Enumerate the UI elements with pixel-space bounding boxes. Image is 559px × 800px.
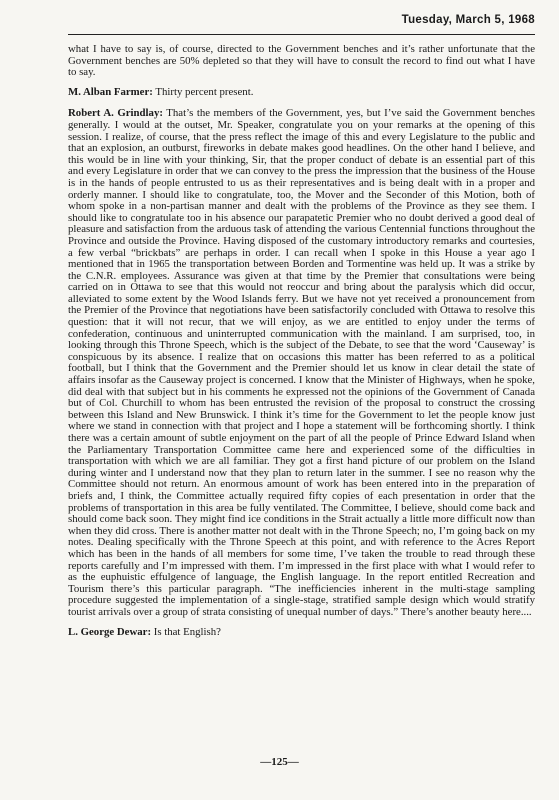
- speaker-name: L. George Dewar:: [68, 625, 152, 638]
- paragraph-speech: [68, 627, 535, 639]
- paragraph-text: That’s the members of the Government, yes, but I’ve said the Government benches generally. I would at the outset, Mr. Speaker, congratulate you on your remarks at the opening of this session. I realize, of course, that the press reflect the image of this and every Legislature to the public and that an explosion, an outburst, fireworks in debate makes good headlines. On the other hand I believe, and this would be in line with your thinking, Sir, that the proper conduct of debate is an essential part of this and every Legislature in order that we can convey to the press the impression that the business of the House is in the hands of people entrusted to us as their representatives and is being dealt with in a proper and orderly manner. I should like to congratulate, too, the Mover and the Seconder of this Motion, both of whom spoke in a non-partisan manner and dealt with the problems of the Province as they see them. I should like to congratulate too in his absence our parapatetic Premier who no doubt derived a good deal of pleasure and satisfaction from the arduous task of attending the various Centennial functions throughout the Province and outside the Province. Having disposed of the customary introductory remarks and courtesies, a few verbal “brickbats” are perhaps in order. I can recall when I spoke in this House a year ago I mentioned that in 1965 the transportation between Borden and Tormentine was held up. It was a strike by the C.N.R. employees. Assurance was given at that time by the Premier that consultations were being carried on in Ottawa to see that this would not reoccur and bring about the paralysis which did occur, alleviated to some extent by the Wood Islands ferry. But we have not yet received a pronouncement from the Premier of the Province that negotiations have been satisfactorily concluded with Ottawa to resolve this question: that it will not recur, that we will enjoy, as we are entitled to enjoy under the terms of confederation, continuous and uninterrupted communication with the mainland. I am surprised, too, in looking through this Throne Speech, which is the subject of the Debate, to see that the word ‘Causeway’ is conspicuous by its absence. I realize that on occasions this matter has been referred to as a political football, but I think that the Government and the Premier should let us know in clear detail the state of affairs insofar as the Causeway project is concerned. I know that the Minister of Highways, when he spoke, did deal with that subject but in his comments he expressed not the opinions of the Government of Canada but of Col. Churchill to whom has been entrusted the revision of the proposal to construct the crossing between this Island and New Brunswick. I think it’s time for the Government to let the people know just where we stand in connection with that project and I hope a statement will be forthcoming shortly. I think there was a certain amount of subtle enjoyment on the part of all the people of Prince Edward Island when the Parliamentary Transportation Committee came here and experienced some of the difficulties in transportation with which we are all familiar. They got a first hand picture of our problem on the Island during winter and I understand now that they plan to return later in the summer. I see no reason why the Committee should not return. An enormous amount of work has been entered into in the preparation of briefs and, I think, the Committee actually required fifty copies of each presentation in order that the problems of transportation in this area be fully ventilated. The Committee, I believe, should come back and should come back soon. They might find ice conditions in the Strait actually a little more difficult now than when they did cross. There is another matter not dealt with in the Throne Speech; no, I’m going back on my notes. Dealing specifically with the Throne Speech at this point, and with reference to the Acres Report which has been in the hands of all members for some time, I’ve taken the trouble to read through these reports carefully and I’m impressed with them. I’m impressed in the first place with what I would refer to as the euphuistic effulgence of language, the English language. In the report entitled Recreation and Tourism there’s this particular paragraph. “The inefficiencies inherent in the multi-stage sampling procedure suggested the implementation of a single-stage, stratified sample design which would stratify tourist arrivals over a group of strata consisting of unequal number of days.” There’s another beauty here....: [68, 107, 535, 618]
- header-date: Tuesday, March 5, 1968: [401, 14, 535, 26]
- paragraph-speech: [68, 87, 535, 99]
- paragraph-text: Thirty percent present.: [152, 85, 254, 98]
- paragraph-text: Is that English?: [151, 625, 221, 638]
- speaker-name: Robert A. Grindlay:: [68, 107, 163, 120]
- speaker-name: M. Alban Farmer:: [68, 85, 153, 98]
- page-header: [68, 12, 535, 35]
- paragraph-text: what I have to say is, of course, directed to the Government benches and it’s rather unfortunate that the Government benches are 50% depleted so that they will have to consult the record to find out what I have to say.: [68, 43, 535, 79]
- page-body: [68, 44, 535, 648]
- paragraph-continuation: [68, 44, 535, 79]
- paragraph-speech: [68, 108, 535, 618]
- page-number: —125—: [260, 756, 299, 768]
